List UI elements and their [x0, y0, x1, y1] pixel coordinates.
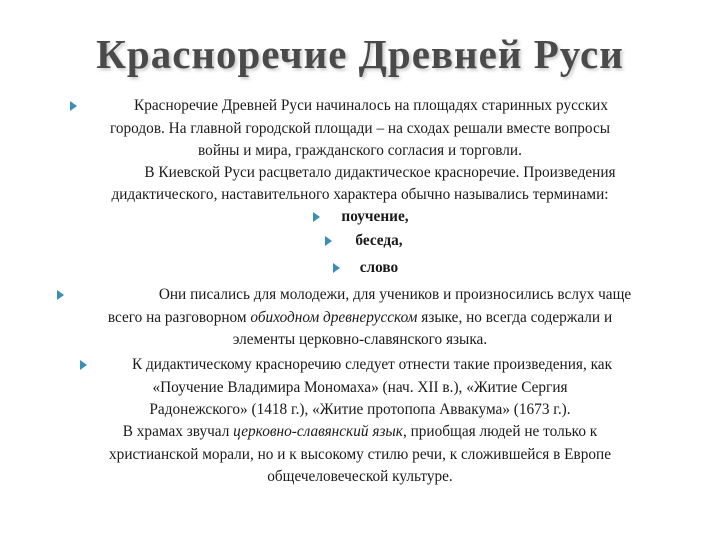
text-line: [0, 422, 720, 442]
text-line: Они писались для молодежи, для учеников и произносились вслух чаще: [158, 286, 632, 303]
italic-segment: обиходном древнерусском: [250, 309, 418, 326]
text-segment: , приобщая людей не только к: [402, 423, 598, 440]
text-line: Красноречие Древней Руси начиналось на площадях старинных русских: [134, 97, 608, 114]
text-line: общечеловеческой культуре.: [267, 468, 453, 485]
term-item: слово: [359, 259, 399, 276]
text-line: дидактического, наставительного характера обычно назывались терминами:: [111, 186, 609, 203]
text-line: В Киевской Руси расцветало дидактическое красноречие. Произведения: [144, 164, 616, 181]
text-segment: всего на разговорном: [107, 309, 251, 326]
term-item: беседа,: [355, 232, 403, 249]
italic-segment: церковно-славянский язык: [233, 423, 403, 440]
text-line: [0, 308, 720, 328]
slide-title: Красноречие Древней Руси: [96, 31, 624, 77]
text-line: христианской морали, но и к высокому стилю речи, к сложившейся в Европе: [109, 446, 611, 463]
text-line: городов. На главной городской площади – на сходах решали вместе вопросы: [109, 120, 611, 137]
text-line: Радонежского» (1418 г.), «Житие протопопа Аввакума» (1673 г.).: [149, 401, 571, 418]
text-line: элементы церковно-славянского языка.: [232, 331, 488, 348]
text-line: войны и мира, гражданского согласия и торговли.: [198, 142, 522, 159]
text-segment: языке, но всегда содержали и: [417, 309, 613, 326]
text-segment: В храмах звучал: [122, 423, 234, 440]
term-item: поучение,: [341, 208, 409, 225]
text-line: К дидактическому красноречию следует отнести такие произведения, как: [131, 356, 613, 373]
text-line: «Поучение Владимира Мономаха» (нач. XII в.), «Житие Сергия: [152, 379, 568, 396]
